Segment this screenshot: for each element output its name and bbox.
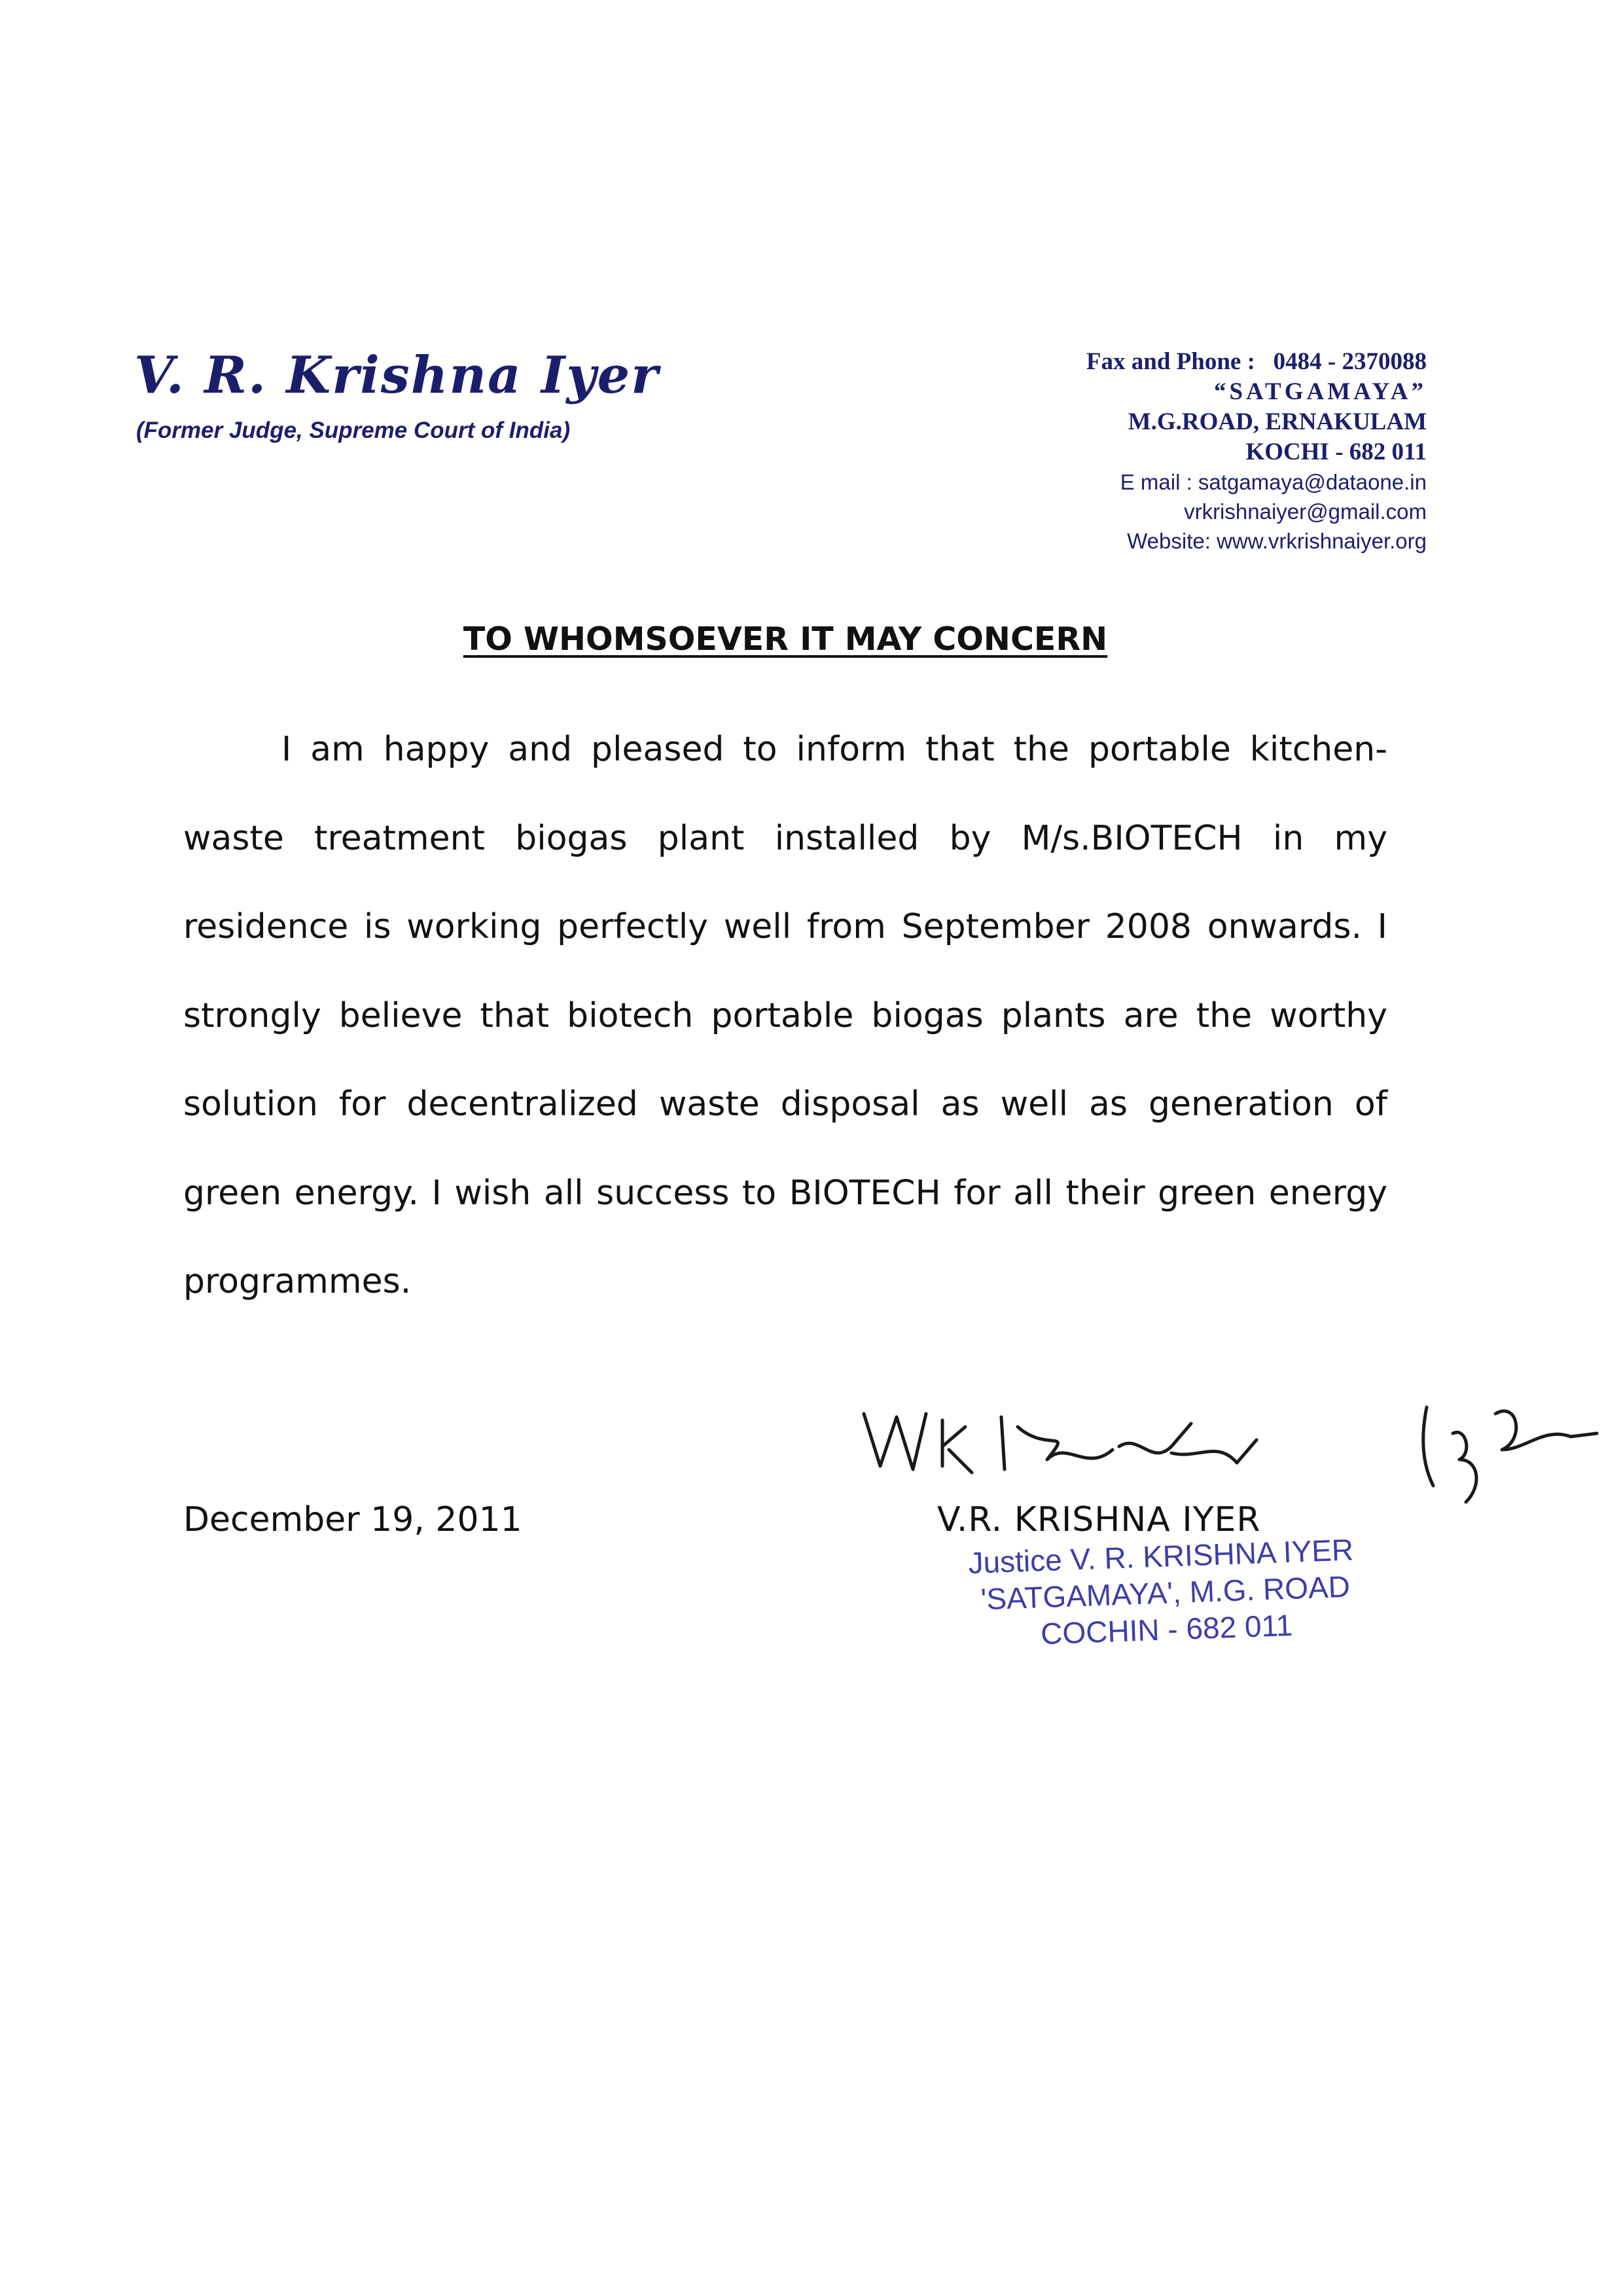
handwritten-signature xyxy=(851,1388,1610,1518)
website-line: Website: www.vrkrishnaiyer.org xyxy=(1127,529,1427,553)
phone-line xyxy=(1086,347,1427,377)
stamp-line-1: Justice V. R. KRISHNA IYER xyxy=(967,1532,1354,1580)
phone-label: Fax and Phone : xyxy=(1086,348,1255,375)
email-line-2: vrkrishnaiyer@gmail.com xyxy=(1184,499,1427,524)
address-road: M.G.ROAD, ERNAKULAM xyxy=(1128,408,1427,435)
email-line-1: E mail : satgamaya@dataone.in xyxy=(1120,470,1427,494)
rubber-stamp xyxy=(967,1531,1363,1655)
letterhead-title: (Former Judge, Supreme Court of India) xyxy=(136,418,571,443)
signatory-name: V.R. KRISHNA IYER xyxy=(937,1500,1261,1539)
letter-body: I am happy and pleased to inform that the portable kitchen-waste treatment biogas plant installed by M/s.BIOTECH in my residence is working perfectly well from September 2008 onwards. I strongly believe that biotech portable biogas plants are the worthy solution for decentralized waste disposal as well as generation of green energy. I wish all success to BIOTECH for all their green energy programmes. xyxy=(183,730,1387,1301)
phone-number: 0484 - 2370088 xyxy=(1273,348,1427,375)
letter-heading: TO WHOMSOEVER IT MAY CONCERN xyxy=(463,620,1108,658)
stamp-line-3: COCHIN - 682 011 xyxy=(1040,1607,1294,1651)
stamp-line-2: 'SATGAMAYA', M.G. ROAD xyxy=(980,1569,1351,1617)
house-name: “SATGAMAYA” xyxy=(1213,378,1427,405)
address-city: KOCHI - 682 011 xyxy=(1245,439,1427,465)
letter-date: December 19, 2011 xyxy=(183,1500,522,1539)
contact-block xyxy=(1086,347,1427,556)
letterhead-name: V. R. Krishna Iyer xyxy=(134,346,660,405)
